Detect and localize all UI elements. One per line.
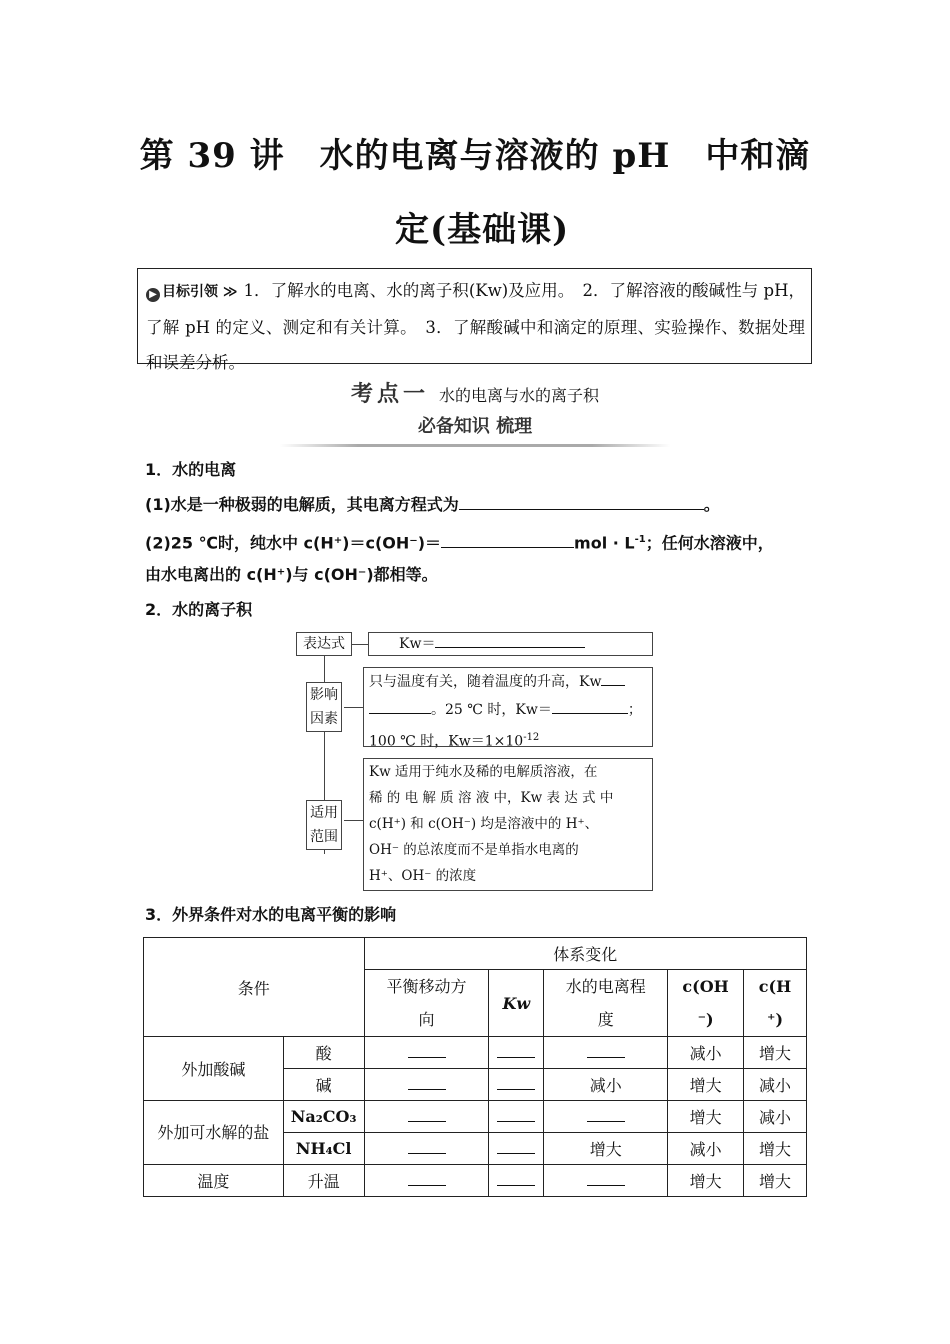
- s1-p1-end: 。: [703, 495, 720, 514]
- play-icon: ▶: [146, 288, 160, 302]
- cell-coh: 增大: [668, 1101, 744, 1133]
- header-coh: [668, 970, 744, 1037]
- s1-p2-a: (2)25 ℃时，纯水中: [145, 533, 304, 553]
- diagram-connector-scope: [344, 820, 364, 821]
- table-row: [144, 1037, 807, 1069]
- cell-degree[interactable]: [544, 1101, 668, 1133]
- blank[interactable]: [497, 1141, 535, 1154]
- kaodian-title: 水的电离与水的离子积: [439, 386, 600, 405]
- goal-badge: [146, 275, 238, 310]
- cell-kw[interactable]: [489, 1069, 544, 1101]
- section-banner-text: 必备知识 梳理: [417, 416, 533, 437]
- cell-degree: 减小: [544, 1069, 668, 1101]
- blank[interactable]: [408, 1141, 446, 1154]
- double-chevron-icon: ≫: [218, 284, 238, 300]
- table-row: [144, 1165, 807, 1197]
- row-group: 温度: [144, 1165, 284, 1197]
- header-shift: [364, 970, 489, 1037]
- row-sub: 升温: [283, 1165, 364, 1197]
- kaodian-number: 考点一: [350, 382, 429, 407]
- kaodian-heading: [0, 377, 950, 408]
- row-sub: Na₂CO₃: [283, 1101, 364, 1133]
- label-factor-line1: 影响: [310, 687, 338, 703]
- s1-p2-unit: mol · L: [574, 533, 635, 553]
- row-sub: 碱: [283, 1069, 364, 1101]
- blank[interactable]: [497, 1077, 535, 1090]
- s3-heading: 3．外界条件对水的电离平衡的影响: [145, 905, 397, 924]
- label-expression: 表达式: [296, 632, 352, 656]
- row-sub: 酸: [283, 1037, 364, 1069]
- header-degree-line2: 度: [597, 1010, 614, 1029]
- cell-shift[interactable]: [364, 1101, 489, 1133]
- goal-box: [137, 268, 812, 372]
- s1-p2-d: ；任何水溶液中，: [645, 533, 774, 553]
- cell-ch: 增大: [744, 1165, 807, 1197]
- cell-ch: 减小: [744, 1101, 807, 1133]
- s1-heading: 1．水的电离: [145, 460, 237, 479]
- cell-kw[interactable]: [489, 1133, 544, 1165]
- cell-shift[interactable]: [364, 1165, 489, 1197]
- header-ch: [744, 970, 807, 1037]
- header-coh-line1: c(OH: [682, 977, 729, 996]
- cell-ch: 减小: [744, 1069, 807, 1101]
- s2-heading: 2．水的离子积: [145, 600, 253, 619]
- factor-line3-text: 100 ℃ 时，Kw＝1×10: [369, 733, 524, 750]
- blank[interactable]: [408, 1173, 446, 1186]
- label-scope: [306, 800, 342, 850]
- cell-coh: 增大: [668, 1165, 744, 1197]
- table-row: [144, 1101, 807, 1133]
- blank[interactable]: [587, 1109, 625, 1122]
- cell-shift[interactable]: [364, 1133, 489, 1165]
- cell-kw[interactable]: [489, 1101, 544, 1133]
- blank-ionization-equation[interactable]: [459, 491, 704, 510]
- diagram-connector-factor: [344, 707, 364, 708]
- header-kw: Kw: [489, 970, 544, 1037]
- blank[interactable]: [408, 1077, 446, 1090]
- goal-badge-label: 目标引领: [162, 284, 218, 300]
- cell-ch: 增大: [744, 1037, 807, 1069]
- blank[interactable]: [587, 1045, 625, 1058]
- cell-shift[interactable]: [364, 1069, 489, 1101]
- blank-kw-expression[interactable]: [435, 633, 585, 648]
- cell-coh: 减小: [668, 1037, 744, 1069]
- header-shift-line2: 向: [418, 1010, 435, 1029]
- header-ch-line2: ⁺): [767, 1010, 784, 1029]
- blank-kw-25c[interactable]: [552, 699, 628, 714]
- factor-line2-text: 。25 ℃ 时，Kw＝: [431, 702, 552, 718]
- label-scope-line2: 范围: [310, 829, 338, 845]
- blank[interactable]: [408, 1109, 446, 1122]
- s1-p1: [145, 488, 815, 522]
- s1-p1-text: (1)水是一种极弱的电解质，其电离方程式为: [145, 495, 459, 514]
- scope-box: [363, 758, 653, 891]
- factor-line1-text: 只与温度有关，随着温度的升高，Kw: [369, 674, 602, 690]
- header-degree: [544, 970, 668, 1037]
- blank[interactable]: [497, 1173, 535, 1186]
- s1-p2: [145, 523, 825, 560]
- header-shift-line1: 平衡移动方: [386, 977, 467, 996]
- label-factor-line2: 因素: [310, 711, 338, 727]
- cell-coh: 减小: [668, 1133, 744, 1165]
- banner-underline: [280, 444, 670, 447]
- page-title-line2: 定(基础课): [395, 210, 570, 250]
- scope-line: Kw 适用于纯水及稀的电解质溶液，在: [369, 764, 598, 780]
- blank[interactable]: [497, 1045, 535, 1058]
- header-coh-line2: ⁻): [697, 1010, 714, 1029]
- expression-box: [368, 632, 653, 656]
- header-condition: 条件: [144, 938, 365, 1037]
- factor-line1: [369, 668, 647, 696]
- row-group: 外加可水解的盐: [144, 1101, 284, 1165]
- cell-shift[interactable]: [364, 1037, 489, 1069]
- cell-ch: 增大: [744, 1133, 807, 1165]
- header-ch-line1: c(H: [758, 977, 792, 996]
- blank-concentration[interactable]: [441, 529, 574, 548]
- cell-degree[interactable]: [544, 1037, 668, 1069]
- scope-line: c(H⁺) 和 c(OH⁻) 均是溶液中的 H⁺、: [369, 816, 599, 832]
- blank[interactable]: [408, 1045, 446, 1058]
- expression-text: Kw＝: [399, 636, 436, 652]
- cell-coh: 增大: [668, 1069, 744, 1101]
- factor-line2: [369, 696, 647, 724]
- factor-line3: [369, 724, 647, 756]
- page-title-line1: 第 39 讲 水的电离与溶液的 pH 中和滴: [139, 136, 811, 176]
- label-factor: [306, 682, 342, 732]
- label-scope-line1: 适用: [310, 805, 338, 821]
- header-degree-line1: 水的电离程: [565, 977, 646, 996]
- factor-line2-end: ；: [627, 702, 642, 718]
- cell-kw[interactable]: [489, 1037, 544, 1069]
- goal-text: 1．了解水的电离、水的离子积(Kw)及应用。 2．了解溶液的酸碱性与 pH，了解 pH 的定义、测定和有关计算。 3．了解酸碱中和滴定的原理、实验操作、数据处理和误差分析。: [146, 281, 805, 372]
- s1-p2-b: c(H⁺)＝c(OH⁻)＝: [303, 533, 442, 553]
- influence-table: [143, 937, 807, 1197]
- cell-degree[interactable]: [544, 1165, 668, 1197]
- s1-p3: 由水电离出的 c(H⁺)与 c(OH⁻)都相等。: [145, 565, 438, 584]
- blank[interactable]: [497, 1109, 535, 1122]
- s1-p2-sup: -1: [634, 534, 646, 545]
- scope-line: OH⁻ 的总浓度而不是单指水电离的: [369, 842, 579, 858]
- blank-kw-trend-cont[interactable]: [369, 699, 431, 714]
- factor-line3-sup: -12: [523, 732, 540, 743]
- cell-kw[interactable]: [489, 1165, 544, 1197]
- scope-line: 稀 的 电 解 质 溶 液 中，Kw 表 达 式 中: [369, 790, 614, 806]
- scope-line: H⁺、OH⁻ 的浓度: [369, 868, 477, 884]
- blank-kw-trend[interactable]: [601, 671, 625, 686]
- blank[interactable]: [587, 1173, 625, 1186]
- kw-diagram: [296, 630, 656, 892]
- cell-degree: 增大: [544, 1133, 668, 1165]
- header-system-change: 体系变化: [364, 938, 806, 970]
- factor-box: [363, 667, 653, 750]
- row-group: 外加酸碱: [144, 1037, 284, 1101]
- section-banner: [280, 412, 670, 448]
- row-sub: NH₄Cl: [283, 1133, 364, 1165]
